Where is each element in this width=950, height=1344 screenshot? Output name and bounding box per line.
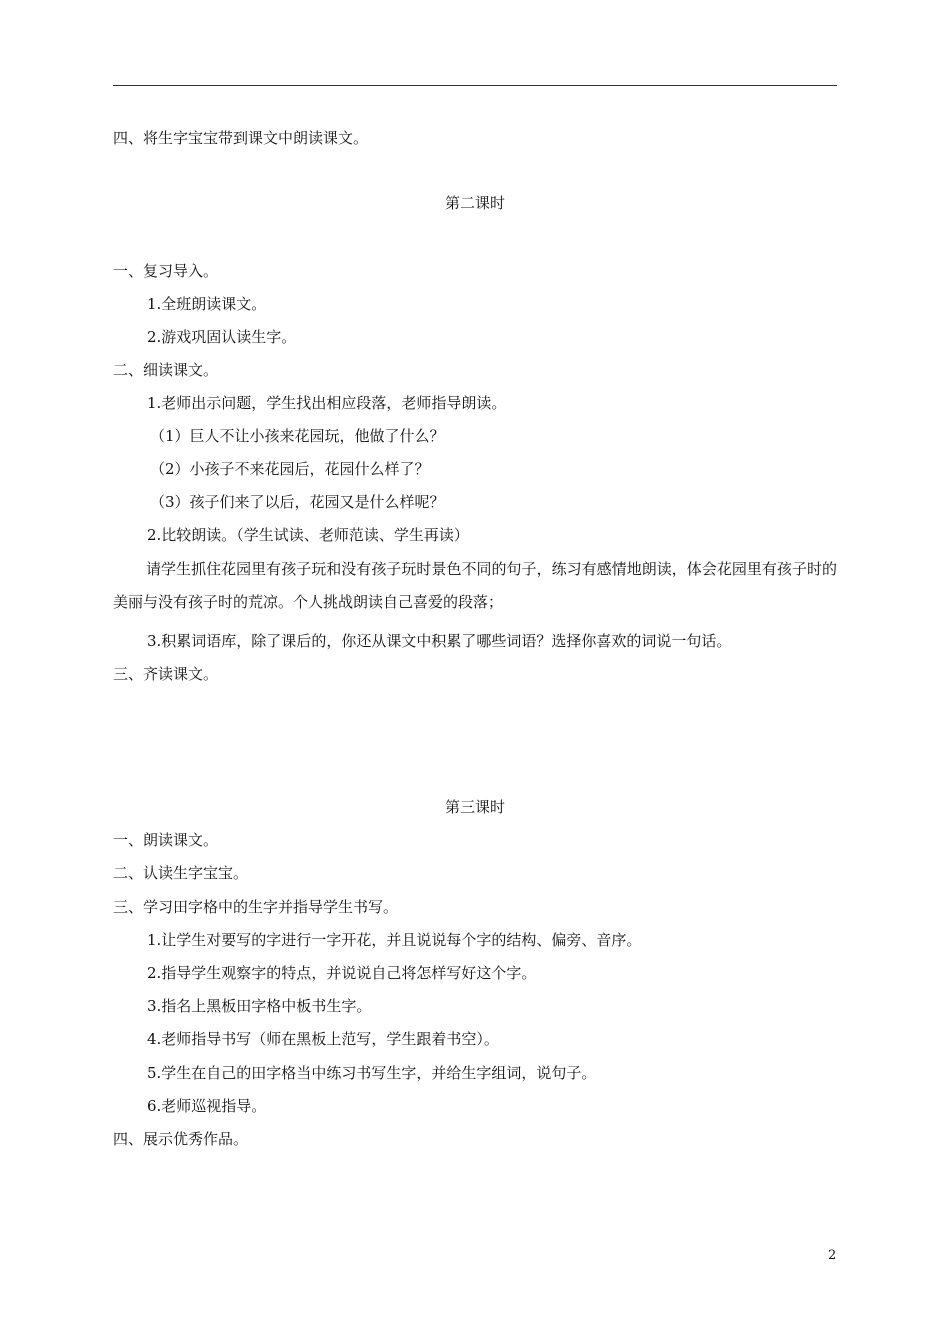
lesson2-section-3: 三、齐读课文。 [113,665,219,683]
lesson3-item-3-2: 2.指导学生观察字的特点，并说说自己将怎样写好这个字。 [147,964,537,982]
lesson2-item-1-1: 1.全班朗读课文。 [147,295,267,313]
page-number: 2 [828,1248,837,1263]
lesson2-section-2: 二、细读课文。 [113,361,219,379]
header-rule [113,85,837,86]
lesson3-item-3-5: 5.学生在自己的田字格当中练习书写生字，并给生字组词，说句子。 [147,1064,597,1082]
lesson2-section-1: 一、复习导入。 [113,262,219,280]
lesson2-question-1: （1）巨人不让小孩来花园玩，他做了什么？ [150,427,445,445]
lesson2-item-2-2: 2.比较朗读。（学生试读、老师范读、学生再读） [147,526,469,544]
lesson2-paragraph: 请学生抓住花园里有孩子玩和没有孩子玩时景色不同的句子，练习有感情地朗读，体会花园里有孩子时的美丽与没有孩子时的荒凉。个人挑战朗读自己喜爱的段落； [113,560,837,611]
lesson2-title: 第二课时 [444,194,505,212]
lesson3-item-3-6: 6.老师巡视指导。 [147,1097,267,1115]
lesson2-item-2-1: 1.老师出示问题，学生找出相应段落，老师指导朗读。 [147,394,507,412]
section-four-heading: 四、将生字宝宝带到课文中朗读课文。 [113,129,369,147]
lesson3-section-4: 四、展示优秀作品。 [113,1130,249,1148]
lesson3-item-3-1: 1.让学生对要写的字进行一字开花，并且说说每个字的结构、偏旁、音序。 [147,931,642,949]
lesson3-section-3: 三、学习田字格中的生字并指导学生书写。 [113,898,399,916]
lesson2-question-3: （3）孩子们来了以后，花园又是什么样呢？ [150,493,445,511]
lesson2-question-2: （2）小孩子不来花园后，花园什么样了？ [150,460,430,478]
lesson3-item-3-3: 3.指名上黑板田字格中板书生字。 [147,997,372,1015]
lesson3-section-1: 一、朗读课文。 [113,831,219,849]
lesson3-item-3-4: 4.老师指导书写（师在黑板上范写，学生跟着书空）。 [147,1030,499,1048]
lesson2-item-2-3: 3.积累词语库，除了课后的，你还从课文中积累了哪些词语？选择你喜欢的词说一句话。 [147,632,732,650]
lesson3-title: 第三课时 [444,798,505,816]
lesson3-section-2: 二、认读生字宝宝。 [113,864,249,882]
lesson2-item-1-2: 2.游戏巩固认读生字。 [147,328,297,346]
